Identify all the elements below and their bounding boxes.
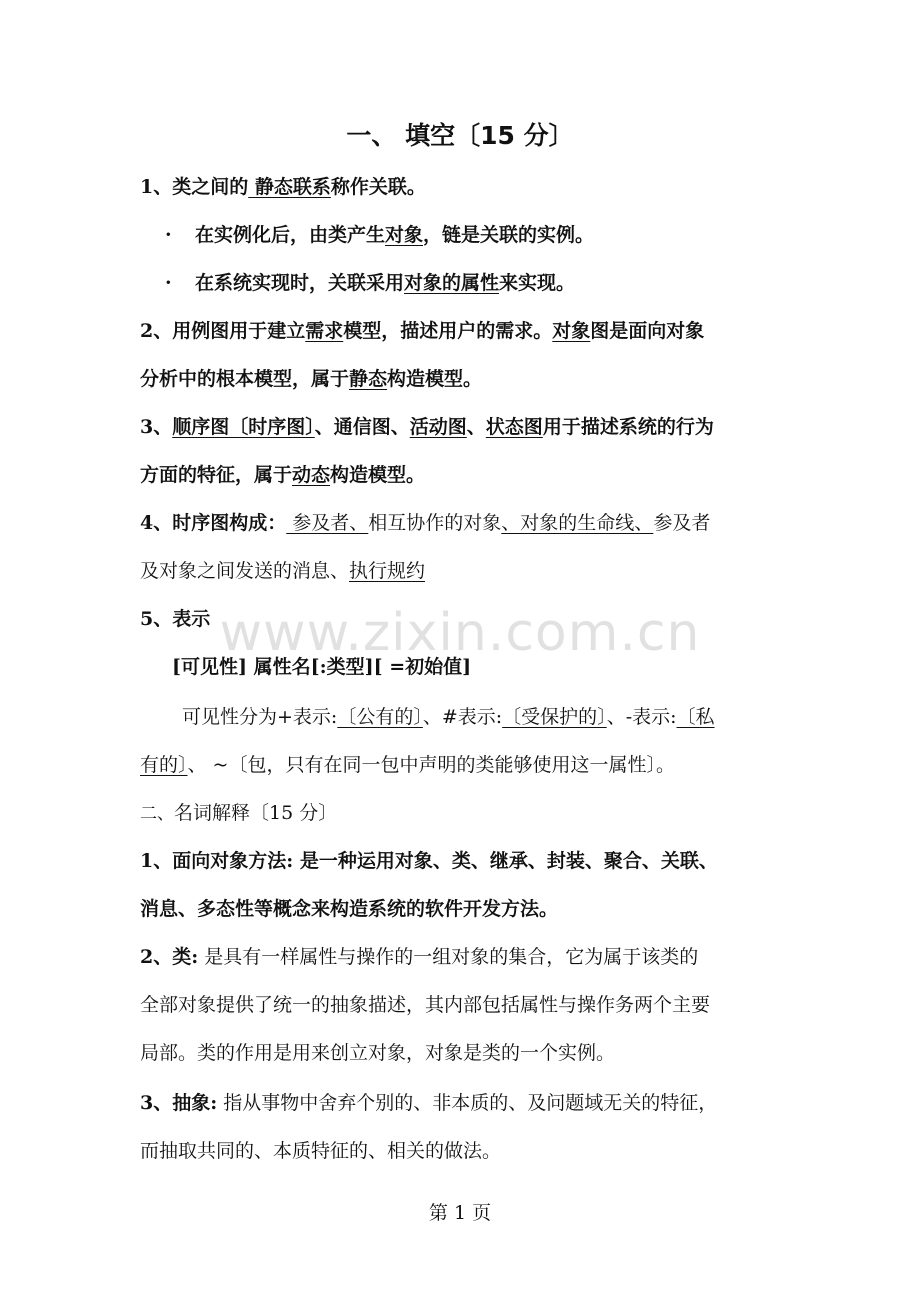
q3-text-1: 、通信图、 (314, 416, 410, 438)
q5-answer-3b: 有的〕 (140, 754, 188, 776)
page-number: 第 1 页 (428, 1202, 492, 1224)
q1-line (140, 172, 426, 202)
q4-answer-2: 、对象的生命线、 (501, 512, 654, 534)
section-title-terms (140, 798, 337, 829)
q3-text-3: 用于描述系统的行为 (542, 416, 714, 438)
bullet-dot: · (165, 272, 172, 294)
q1-bullet-1-text: 在实例化后，由类产生 (195, 224, 386, 246)
q2-line-1 (140, 316, 704, 346)
q5-answer-2: 〔受保护的〕 (502, 706, 607, 728)
q5-line-2 (140, 750, 675, 780)
q2-answer-2: 对象 (552, 320, 591, 342)
q3-line-1 (140, 412, 714, 442)
def3-line-1 (140, 1088, 717, 1118)
q5-text-3: 、-表示: (606, 706, 677, 728)
q3-text-4: 方面的特征，属于 (140, 464, 293, 486)
q1-bullet-1-end: ，链是关联的实例。 (423, 224, 595, 246)
q3-answer-4: 动态 (292, 464, 331, 486)
q4-line-1 (140, 508, 710, 538)
q5-syntax: [可见性] 属性名[:类型][ =初始值] (172, 656, 472, 678)
q1-bullet-1-answer: 对象 (385, 224, 424, 246)
q1-text-end: 称作关联。 (330, 176, 426, 198)
def2-line-1 (140, 942, 698, 972)
q1-bullet-2 (165, 268, 575, 298)
q4-label: 4、时序图构成： (140, 512, 287, 534)
watermark: www.zixin.com.cn (219, 603, 701, 663)
q4-answer-1: 参及者、 (286, 512, 369, 534)
q1-bullet-2-end: 来实现。 (499, 272, 576, 294)
q4-text-2: 参及者 (653, 512, 711, 534)
q2-text-4: 分析中的根本模型，属于 (140, 368, 350, 390)
q3-line-2 (140, 460, 425, 490)
q1-bullet-1 (165, 220, 594, 250)
def2-text-1: 是具有一样属性与操作的一组对象的集合，它为属于该类的 (198, 946, 699, 968)
q5-text-2: 、#表示: (422, 706, 503, 728)
q2-text-2: 模型，描述用户的需求。 (343, 320, 553, 342)
q3-answer-2: 活动图 (409, 416, 467, 438)
q1-answer: 静态联系 (248, 176, 331, 198)
q2-answer-1: 需求 (305, 320, 344, 342)
section-2-num: 二、 (140, 804, 174, 824)
q5-answer-1: 〔公有的〕 (337, 706, 423, 728)
section-title-fill-blank: 一、 填空〔15 分〕 (346, 121, 574, 150)
q1-bullet-2-text: 在系统实现时，关联采用 (195, 272, 405, 294)
q4-answer-3: 执行规约 (349, 560, 426, 582)
q1-text: 1、类之间的 (140, 176, 249, 198)
def3-term: 3、抽象: (140, 1092, 218, 1114)
q3-num: 3、 (140, 416, 173, 438)
def3-text-1: 指从事物中舍弃个别的、非本质的、及问题域无关的特征， (217, 1092, 718, 1114)
def2-term: 2、类: (140, 946, 199, 968)
bullet-dot: · (165, 224, 172, 246)
def2-line-3: 局部。类的作用是用来创立对象，对象是类的一个实例。 (140, 1042, 616, 1064)
q2-text-3: 图是面向对象 (590, 320, 705, 342)
def3-line-2: 而抽取共同的、本质特征的、相关的做法。 (140, 1140, 502, 1162)
section-2-title: 名词解释〔15 分〕 (174, 802, 338, 824)
q3-text-2: 、 (466, 416, 486, 438)
def1-line-1: 1、面向对象方法: 是一种运用对象、类、继承、封装、聚合、关联、 (140, 850, 718, 872)
q5-answer-3: 〔私 (676, 706, 715, 728)
q3-answer-3: 状态图 (485, 416, 543, 438)
q1-bullet-2-answer: 对象的属性 (404, 272, 500, 294)
q5-label: 5、表示 (140, 608, 211, 630)
q4-text-1: 相互协作的对象 (368, 512, 502, 534)
q4-line-2 (140, 556, 425, 586)
q4-text-3: 及对象之间发送的消息、 (140, 560, 350, 582)
q5-text-4: 、 ~〔包，只有在同一包中声明的类能够使用这一属性〕。 (187, 754, 675, 776)
q3-answer-1: 顺序图〔时序图〕 (172, 416, 315, 438)
def2-line-2: 全部对象提供了统一的抽象描述，其内部包括属性与操作务两个主要 (140, 994, 711, 1016)
q2-text: 2、用例图用于建立 (140, 320, 306, 342)
q3-text-5: 构造模型。 (330, 464, 426, 486)
q5-line-1 (182, 702, 715, 732)
q5-text-1: 可见性分为+表示: (182, 706, 338, 728)
q2-line-2 (140, 364, 482, 394)
q2-text-5: 构造模型。 (387, 368, 483, 390)
q2-answer-3: 静态 (349, 368, 388, 390)
def1-line-2: 消息、多态性等概念来构造系统的软件开发方法。 (140, 898, 559, 920)
